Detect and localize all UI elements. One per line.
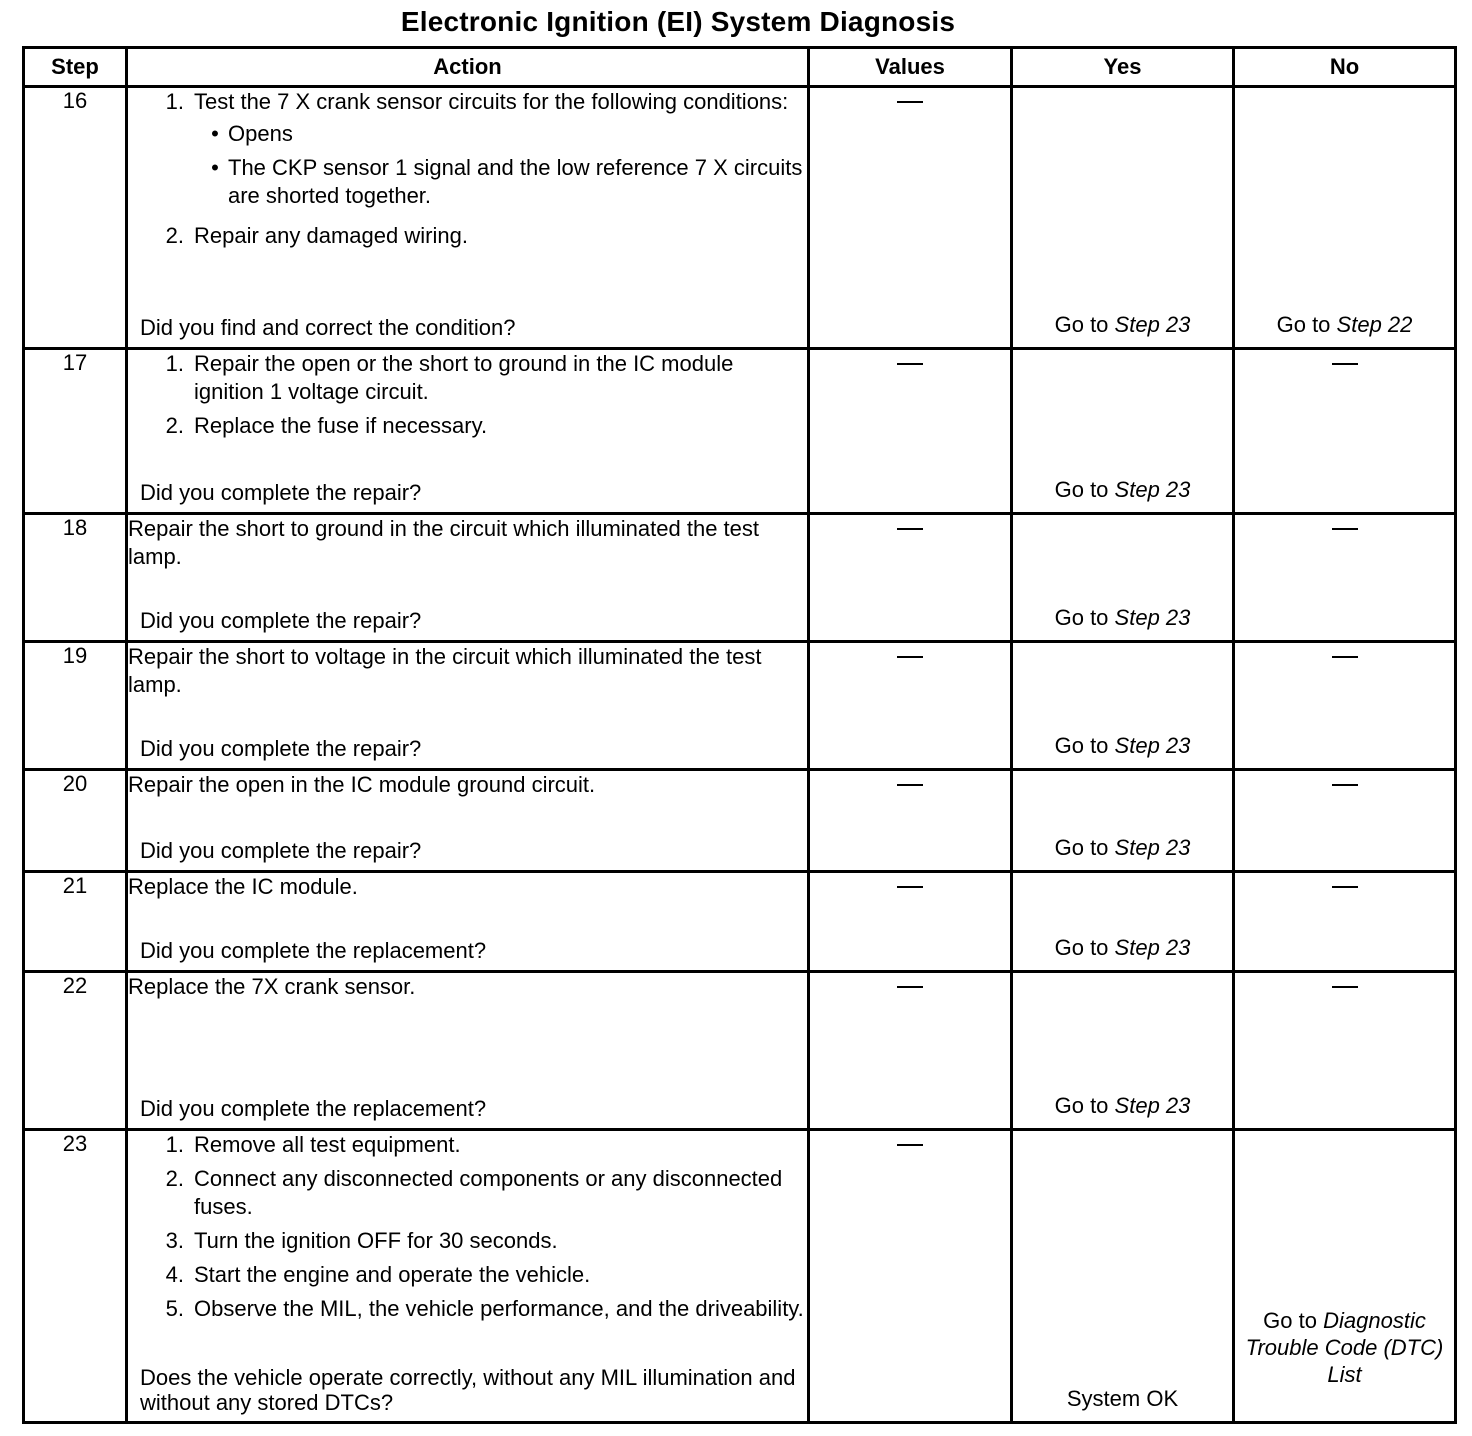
yes-goto	[1013, 477, 1232, 503]
goto-label: Go to	[1054, 1093, 1109, 1118]
dash-icon	[1332, 656, 1358, 658]
question-text: Did you find and correct the condition?	[140, 315, 516, 340]
values-cell	[809, 349, 1012, 514]
step-number: 20	[24, 770, 127, 872]
bullet-item	[202, 154, 807, 210]
action-cell	[127, 87, 809, 349]
item-number: 2.	[165, 413, 184, 438]
no-goto	[1235, 312, 1454, 338]
goto-step-link[interactable]: Step 23	[1114, 935, 1191, 960]
no-cell	[1234, 514, 1456, 642]
goto-step-link[interactable]: Step 23	[1114, 477, 1191, 502]
action-cell	[127, 514, 809, 642]
item-number: 2.	[165, 1166, 184, 1191]
action-steps	[128, 88, 807, 250]
yes-cell	[1012, 642, 1234, 770]
list-item	[128, 88, 807, 216]
item-text: Start the engine and operate the vehicle.	[194, 1262, 591, 1287]
values-cell	[809, 514, 1012, 642]
dash-icon	[897, 784, 923, 786]
no-cell	[1234, 87, 1456, 349]
list-item	[128, 1131, 807, 1159]
values-cell	[809, 1130, 1012, 1423]
question-text: Did you complete the repair?	[140, 608, 422, 633]
bullet-icon: •	[211, 121, 219, 146]
dash-icon	[897, 528, 923, 530]
item-number: 1.	[165, 89, 184, 114]
item-text: Repair the open or the short to ground in the IC module ignition 1 voltage circuit.	[194, 351, 734, 404]
step-number: 23	[24, 1130, 127, 1423]
goto-step-link[interactable]: Step 23	[1114, 312, 1191, 337]
table-row	[24, 770, 1456, 872]
action-steps	[128, 1131, 807, 1323]
dash-icon	[897, 1144, 923, 1146]
dash-icon	[1332, 986, 1358, 988]
list-item	[128, 412, 807, 440]
list-item	[128, 222, 807, 250]
item-number: 1.	[165, 1132, 184, 1157]
step-number: 19	[24, 642, 127, 770]
goto-label: Go to	[1054, 835, 1109, 860]
goto-step-link[interactable]: Step 23	[1114, 605, 1191, 630]
step-number: 21	[24, 872, 127, 972]
action-cell	[127, 872, 809, 972]
goto-label: Go to	[1054, 935, 1109, 960]
table-row	[24, 972, 1456, 1130]
header-step: Step	[24, 48, 127, 87]
step-number: 16	[24, 87, 127, 349]
table-header-row	[24, 48, 1456, 87]
bullet-list	[194, 120, 807, 210]
values-cell	[809, 872, 1012, 972]
no-cell	[1234, 1130, 1456, 1423]
header-values: Values	[809, 48, 1012, 87]
values-cell	[809, 972, 1012, 1130]
item-text-content: Test the 7 X crank sensor circuits for the following conditions:	[194, 89, 789, 114]
action-text: Repair the short to ground in the circuit which illuminated the test lamp.	[128, 516, 759, 569]
yes-goto	[1013, 605, 1232, 631]
goto-step-link[interactable]: Step 23	[1114, 1093, 1191, 1118]
question-text: Did you complete the replacement?	[140, 1096, 487, 1121]
bullet-icon: •	[211, 155, 219, 180]
question-text: Did you complete the repair?	[140, 736, 422, 761]
table-row	[24, 514, 1456, 642]
system-ok-text: System OK	[1066, 1386, 1179, 1411]
yes-cell	[1012, 972, 1234, 1130]
question-text: Did you complete the replacement?	[140, 938, 487, 963]
table-row	[24, 872, 1456, 972]
action-text: Replace the 7X crank sensor.	[128, 974, 416, 999]
table-row	[24, 642, 1456, 770]
item-text: Remove all test equipment.	[194, 1132, 461, 1157]
question-text: Did you complete the repair?	[140, 480, 422, 505]
item-text: Turn the ignition OFF for 30 seconds.	[194, 1228, 558, 1253]
yes-cell	[1012, 770, 1234, 872]
dtc-list-link[interactable]: Diagnostic Trouble Code (DTC) List	[1245, 1308, 1444, 1387]
list-item	[128, 1261, 807, 1289]
item-text	[194, 88, 807, 216]
goto-label: Go to	[1263, 1308, 1317, 1333]
header-yes: Yes	[1012, 48, 1234, 87]
dash-icon	[1332, 886, 1358, 888]
values-cell	[809, 770, 1012, 872]
no-cell	[1234, 642, 1456, 770]
goto-label: Go to	[1054, 477, 1109, 502]
yes-cell	[1012, 349, 1234, 514]
dash-icon	[897, 101, 923, 103]
list-item	[128, 1227, 807, 1255]
yes-goto	[1013, 312, 1232, 338]
item-text: Observe the MIL, the vehicle performance, and the driveability.	[194, 1296, 804, 1321]
goto-label: Go to	[1054, 605, 1109, 630]
list-item	[128, 1295, 807, 1323]
action-cell	[127, 349, 809, 514]
yes-goto	[1013, 835, 1232, 861]
goto-label: Go to	[1276, 312, 1331, 337]
step-number: 22	[24, 972, 127, 1130]
action-cell	[127, 770, 809, 872]
item-text: Connect any disconnected components or any disconnected fuses.	[194, 1166, 783, 1219]
no-cell	[1234, 349, 1456, 514]
no-cell	[1234, 972, 1456, 1130]
action-cell	[127, 972, 809, 1130]
item-number: 3.	[165, 1228, 184, 1253]
item-number: 2.	[165, 223, 184, 248]
list-item	[128, 1165, 807, 1221]
step-number: 18	[24, 514, 127, 642]
action-cell	[127, 642, 809, 770]
goto-step-link[interactable]: Step 22	[1336, 312, 1413, 337]
yes-goto	[1013, 733, 1232, 759]
diagnosis-table	[22, 46, 1457, 1424]
yes-cell	[1012, 514, 1234, 642]
no-cell	[1234, 770, 1456, 872]
header-no: No	[1234, 48, 1456, 87]
table-row	[24, 87, 1456, 349]
item-text: Repair any damaged wiring.	[194, 223, 468, 248]
dash-icon	[1332, 784, 1358, 786]
question-text: Did you complete the repair?	[140, 838, 422, 863]
dash-icon	[897, 363, 923, 365]
list-item	[128, 350, 807, 406]
action-text: Repair the open in the IC module ground circuit.	[128, 772, 596, 797]
goto-step-link[interactable]: Step 23	[1114, 835, 1191, 860]
table-row	[24, 349, 1456, 514]
bullet-item	[202, 120, 807, 148]
action-text: Replace the IC module.	[128, 874, 358, 899]
item-number: 1.	[165, 351, 184, 376]
item-text: Replace the fuse if necessary.	[194, 413, 488, 438]
yes-cell	[1012, 872, 1234, 972]
no-goto	[1235, 1307, 1454, 1388]
values-cell	[809, 642, 1012, 770]
bullet-text: Opens	[228, 121, 293, 146]
goto-label: Go to	[1054, 733, 1109, 758]
dash-icon	[897, 986, 923, 988]
action-steps	[128, 350, 807, 440]
action-text: Repair the short to voltage in the circuit which illuminated the test lamp.	[128, 644, 762, 697]
no-cell	[1234, 872, 1456, 972]
dash-icon	[1332, 528, 1358, 530]
action-cell	[127, 1130, 809, 1423]
values-cell	[809, 87, 1012, 349]
dash-icon	[1332, 363, 1358, 365]
page-title: Electronic Ignition (EI) System Diagnosis	[400, 6, 956, 37]
goto-label: Go to	[1054, 312, 1109, 337]
yes-cell	[1012, 87, 1234, 349]
yes-goto	[1013, 1093, 1232, 1119]
bullet-text: The CKP sensor 1 signal and the low reference 7 X circuits are shorted together.	[228, 155, 803, 208]
yes-cell	[1012, 1130, 1234, 1423]
yes-goto	[1013, 935, 1232, 961]
goto-step-link[interactable]: Step 23	[1114, 733, 1191, 758]
header-action: Action	[127, 48, 809, 87]
question-text: Does the vehicle operate correctly, without any MIL illumination and without any stored DTCs?	[140, 1365, 796, 1415]
table-row	[24, 1130, 1456, 1423]
step-number: 17	[24, 349, 127, 514]
item-number: 5.	[165, 1296, 184, 1321]
dash-icon	[897, 886, 923, 888]
item-number: 4.	[165, 1262, 184, 1287]
dash-icon	[897, 656, 923, 658]
